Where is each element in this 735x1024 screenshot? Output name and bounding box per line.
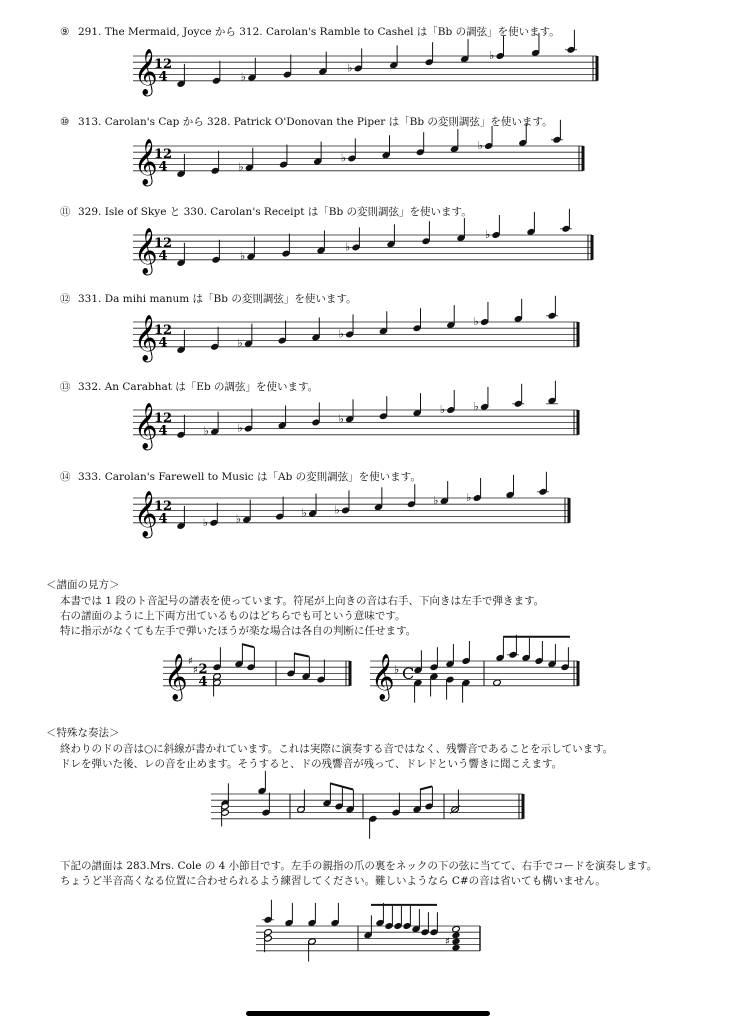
example-text: 333. Carolan's Farewell to Music は「Ab の変則調弦」を使います。	[78, 471, 421, 483]
time-signature-bottom: 4	[158, 511, 168, 527]
flat-icon: ♭	[394, 663, 400, 676]
flat-icon: ♭	[433, 494, 439, 508]
example-number: ⑫	[60, 293, 71, 305]
flat-icon: ♭	[240, 70, 247, 84]
beam	[242, 644, 254, 647]
flat-icon: ♭	[466, 491, 472, 504]
example-number: ⑬	[60, 381, 71, 393]
flat-icon: ♭	[347, 61, 353, 75]
flat-icon: ♭	[235, 512, 242, 526]
time-signature-top: 12	[153, 146, 173, 162]
treble-clef-icon: 𝄞	[371, 653, 395, 700]
flat-icon: ♭	[345, 240, 351, 254]
flat-icon: ♭	[489, 49, 495, 62]
example-number: ⑨	[60, 26, 70, 38]
time-signature-bottom: 4	[198, 674, 208, 690]
reading-line: 本書では 1 段のト音記号の譜表を使っています。符尾が上向きの音は右手、下向きは左手で弾きます。	[60, 595, 545, 607]
time-signature-bottom: 4	[158, 69, 168, 85]
flat-icon: ♭	[439, 403, 446, 416]
example-text: 329. Isle of Skye と 330. Carolan's Receipt は「Bb の変則調弦」を使います。	[78, 206, 472, 218]
sharp-icon: ♯	[445, 936, 450, 948]
flat-icon: ♭	[238, 160, 244, 174]
flat-icon: ♭	[237, 421, 243, 435]
sharp-icon: ♯	[193, 665, 198, 676]
flat-icon: ♭	[340, 151, 347, 165]
flat-icon: ♭	[203, 424, 209, 438]
flat-icon: ♭	[338, 412, 344, 426]
example-text: 291. The Mermaid, Joyce から 312. Carolan's Ramble to Cashel は「Bb の調弦」を使います。	[78, 26, 560, 38]
example-number: ⑭	[60, 471, 71, 483]
treble-clef-icon: 𝄞	[134, 138, 158, 185]
example-text: 313. Carolan's Cap から 328. Patrick O'Donovan the Piper は「Bb の変則調弦」を使います。	[78, 116, 553, 128]
lower-line: 下記の譜面は 283.Mrs. Cole の 4 小節目です。左手の親指の爪の裏をネックの下の弦に当てて、右手でコードを演奏します。	[60, 860, 658, 872]
special-heading: ＜特殊な奏法＞	[46, 727, 120, 739]
treble-clef-icon: 𝄞	[134, 314, 158, 361]
treble-clef-icon: 𝄞	[134, 227, 158, 274]
treble-clef-icon: 𝄞	[134, 490, 158, 537]
home-indicator[interactable]	[246, 1011, 490, 1016]
time-signature-top: 12	[153, 498, 173, 514]
flat-icon: ♭	[473, 315, 479, 328]
time-signature-top: 12	[153, 56, 173, 72]
time-signature-top: 12	[153, 235, 173, 251]
flat-icon: ♭	[240, 249, 246, 263]
time-signature-top: 12	[153, 410, 173, 426]
time-signature-bottom: 4	[158, 423, 168, 439]
flat-icon: ♭	[334, 503, 340, 517]
common-time: C	[402, 664, 415, 683]
beam	[420, 786, 432, 789]
flat-icon: ♭	[473, 399, 479, 413]
treble-clef-icon: 𝄞	[134, 402, 158, 449]
treble-clef-icon: 𝄞	[134, 48, 158, 95]
reading-heading: ＜譜面の見方＞	[46, 579, 120, 591]
sharp-icon: ♯	[188, 656, 193, 667]
note-head	[452, 932, 461, 939]
example-text: 331. Da mihi manum は「Bb の変則調弦」を使います。	[78, 293, 357, 305]
treble-clef-icon: 𝄞	[164, 653, 188, 700]
special-line: ドレを弾いた後、レの音を止めます。そうすると、ドの残響音が残って、ドレドという響きに聞こえます。	[60, 758, 563, 770]
note-head	[452, 944, 461, 951]
flat-icon: ♭	[477, 139, 483, 152]
flat-icon: ♭	[485, 228, 491, 241]
note-head	[452, 938, 461, 945]
flat-icon: ♭	[301, 506, 307, 520]
beam	[294, 653, 309, 656]
time-signature-top: 12	[153, 322, 173, 338]
special-line: 終わりのドの音は○に斜線が書かれています。これは実際に演奏する音ではなく、残響音であることを示しています。	[60, 743, 614, 755]
beam	[330, 783, 353, 789]
flat-icon: ♭	[202, 515, 209, 529]
example-number: ⑪	[60, 206, 71, 218]
reading-line: 特に指示がなくても左手で弾いたほうが楽な場合は各自の判断に任せます。	[60, 625, 417, 637]
example-number: ⑩	[60, 116, 70, 128]
time-signature-bottom: 4	[158, 335, 168, 351]
flat-icon: ♭	[338, 327, 344, 341]
flat-icon: ♭	[237, 336, 243, 350]
note-head	[452, 925, 461, 932]
example-text: 332. An Carabhat は「Eb の調弦」を使います。	[78, 381, 319, 393]
time-signature-top: 2	[198, 661, 208, 677]
lower-line: ちょうど半音高くなる位置に合わせられるよう練習してください。難しいようなら C#の音は省いても構いません。	[60, 875, 606, 887]
time-signature-bottom: 4	[158, 159, 168, 175]
note-head	[493, 679, 502, 686]
reading-line: 右の譜面のように上下両方出ているものはどちらでも可という意味です。	[60, 610, 406, 622]
time-signature-bottom: 4	[158, 248, 168, 264]
